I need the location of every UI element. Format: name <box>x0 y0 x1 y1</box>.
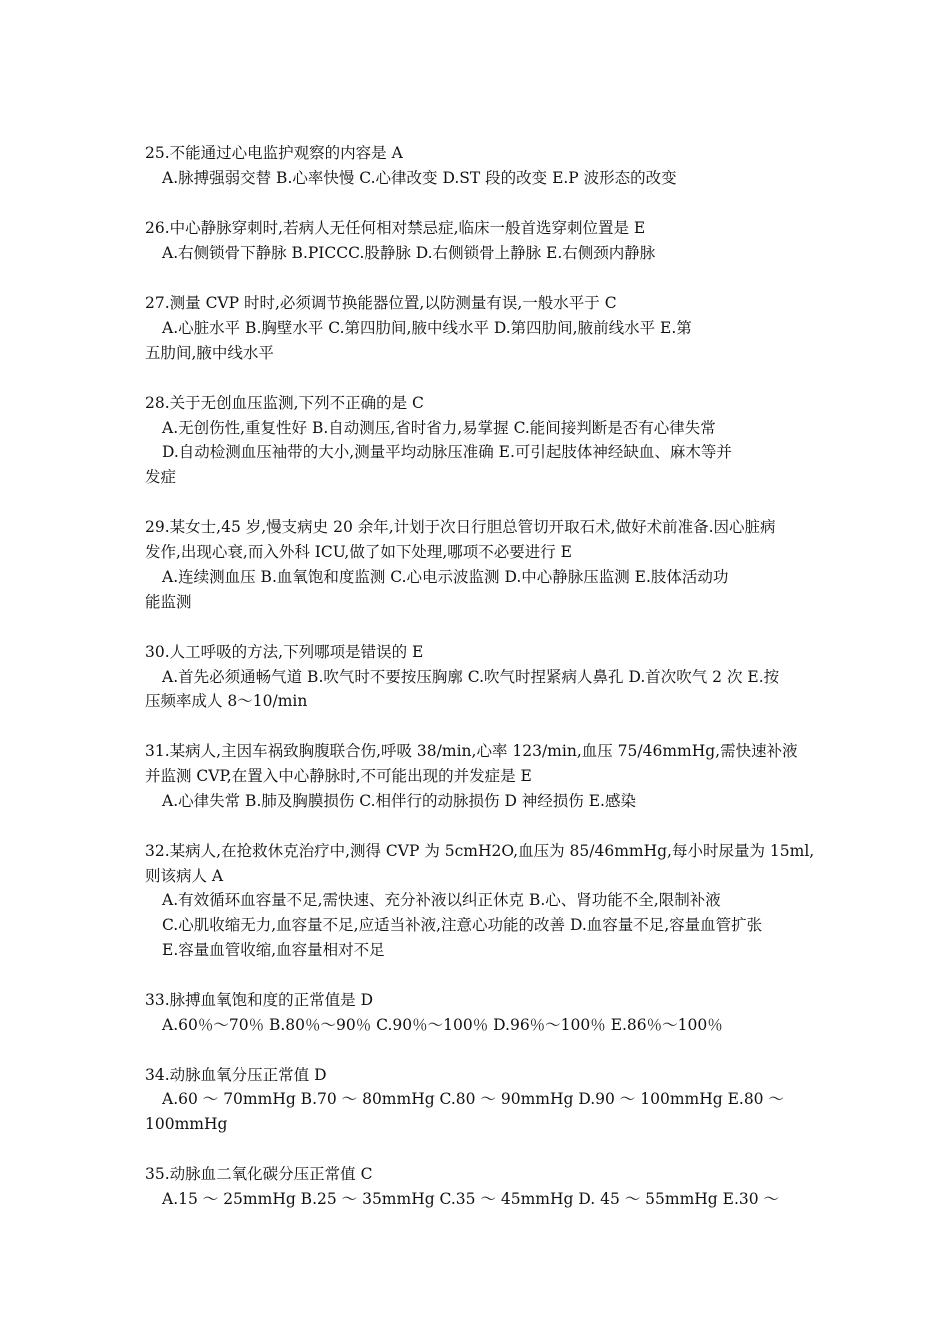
question-29-stem-cont: 发作,出现心衰,而入外科 ICU,做了如下处理,哪项不必要进行 E <box>145 543 573 561</box>
question-31-stem-cont: 并监测 CVP,在置入中心静脉时,不可能出现的并发症是 E <box>145 767 532 785</box>
question-32-stem-cont: 则该病人 A <box>145 867 224 885</box>
question-29-options-cont: 能监测 <box>145 593 192 611</box>
question-28-options: A.无创伤性,重复性好 B.自动测压,省时省力,易掌握 C.能间接判断是否有心律失常 <box>162 419 716 437</box>
question-34-options: A.60 ～ 70mmHg B.70 ～ 80mmHg C.80 ～ 90mmHg D.90 ～ 100mmHg E.80 ～ <box>162 1090 784 1108</box>
question-32-stem: 32.某病人,在抢救休克治疗中,测得 CVP 为 5cmH2O,血压为 85/46mmHg,每小时尿量为 15ml, <box>145 842 815 860</box>
question-34-options-cont: 100mmHg <box>145 1115 228 1133</box>
question-33-options: A.60％～70％ B.80％～90％ C.90％～100％ D.96％～100％ E.86％～100％ <box>162 1016 723 1034</box>
question-29-stem: 29.某女士,45 岁,慢支病史 20 余年,计划于次日行胆总管切开取石术,做好术前准备.因心脏病 <box>145 518 776 536</box>
question-25-options: A.脉搏强弱交替 B.心率快慢 C.心律改变 D.ST 段的改变 E.P 波形态的改变 <box>162 169 677 187</box>
question-30-options: A.首先必须通畅气道 B.吹气时不要按压胸廓 C.吹气时捏紧病人鼻孔 D.首次吹气 2 次 E.按 <box>162 668 780 686</box>
question-28-options-cont: 发症 <box>145 468 177 486</box>
question-32-options-3: E.容量血管收缩,血容量相对不足 <box>162 941 385 959</box>
question-25-stem: 25.不能通过心电监护观察的内容是 A <box>145 144 403 162</box>
question-28-options-2: D.自动检测血压袖带的大小,测量平均动脉压准确 E.可引起肢体神经缺血、麻木等并 <box>162 443 732 461</box>
question-35-options: A.15 ～ 25mmHg B.25 ～ 35mmHg C.35 ～ 45mmHg D. 45 ～ 55mmHg E.30 ～ <box>162 1190 780 1208</box>
question-32-options: A.有效循环血容量不足,需快速、充分补液以纠正休克 B.心、肾功能不全,限制补液 <box>162 891 721 909</box>
question-28-stem: 28.关于无创血压监测,下列不正确的是 C <box>145 394 424 412</box>
question-35-stem: 35.动脉血二氧化碳分压正常值 C <box>145 1165 373 1183</box>
question-29-options: A.连续测血压 B.血氧饱和度监测 C.心电示波监测 D.中心静脉压监测 E.肢体活动功 <box>162 568 729 586</box>
question-32-options-2: C.心肌收缩无力,血容量不足,应适当补液,注意心功能的改善 D.血容量不足,容量血管扩张 <box>162 916 763 934</box>
question-27-stem: 27.测量 CVP 时时,必须调节换能器位置,以防测量有误,一般水平于 C <box>145 294 617 312</box>
question-30-stem: 30.人工呼吸的方法,下列哪项是错误的 E <box>145 643 424 661</box>
question-27-options: A.心脏水平 B.胸壁水平 C.第四肋间,腋中线水平 D.第四肋间,腋前线水平 E.第 <box>162 319 692 337</box>
question-31-options: A.心律失常 B.肺及胸膜损伤 C.相伴行的动脉损伤 D 神经损伤 E.感染 <box>162 792 636 810</box>
question-31-stem: 31.某病人,主因车祸致胸腹联合伤,呼吸 38/min,心率 123/min,血压 75/46mmHg,需快速补液 <box>145 742 798 760</box>
question-34-stem: 34.动脉血氧分压正常值 D <box>145 1066 327 1084</box>
question-26-options: A.右侧锁骨下静脉 B.PICCC.股静脉 D.右侧锁骨上静脉 E.右侧颈内静脉 <box>162 244 656 262</box>
question-33-stem: 33.脉搏血氧饱和度的正常值是 D <box>145 991 374 1009</box>
question-26-stem: 26.中心静脉穿刺时,若病人无任何相对禁忌症,临床一般首选穿刺位置是 E <box>145 219 646 237</box>
question-27-options-cont: 五肋间,腋中线水平 <box>145 344 274 362</box>
question-30-options-cont: 压频率成人 8～10/min <box>145 692 308 710</box>
